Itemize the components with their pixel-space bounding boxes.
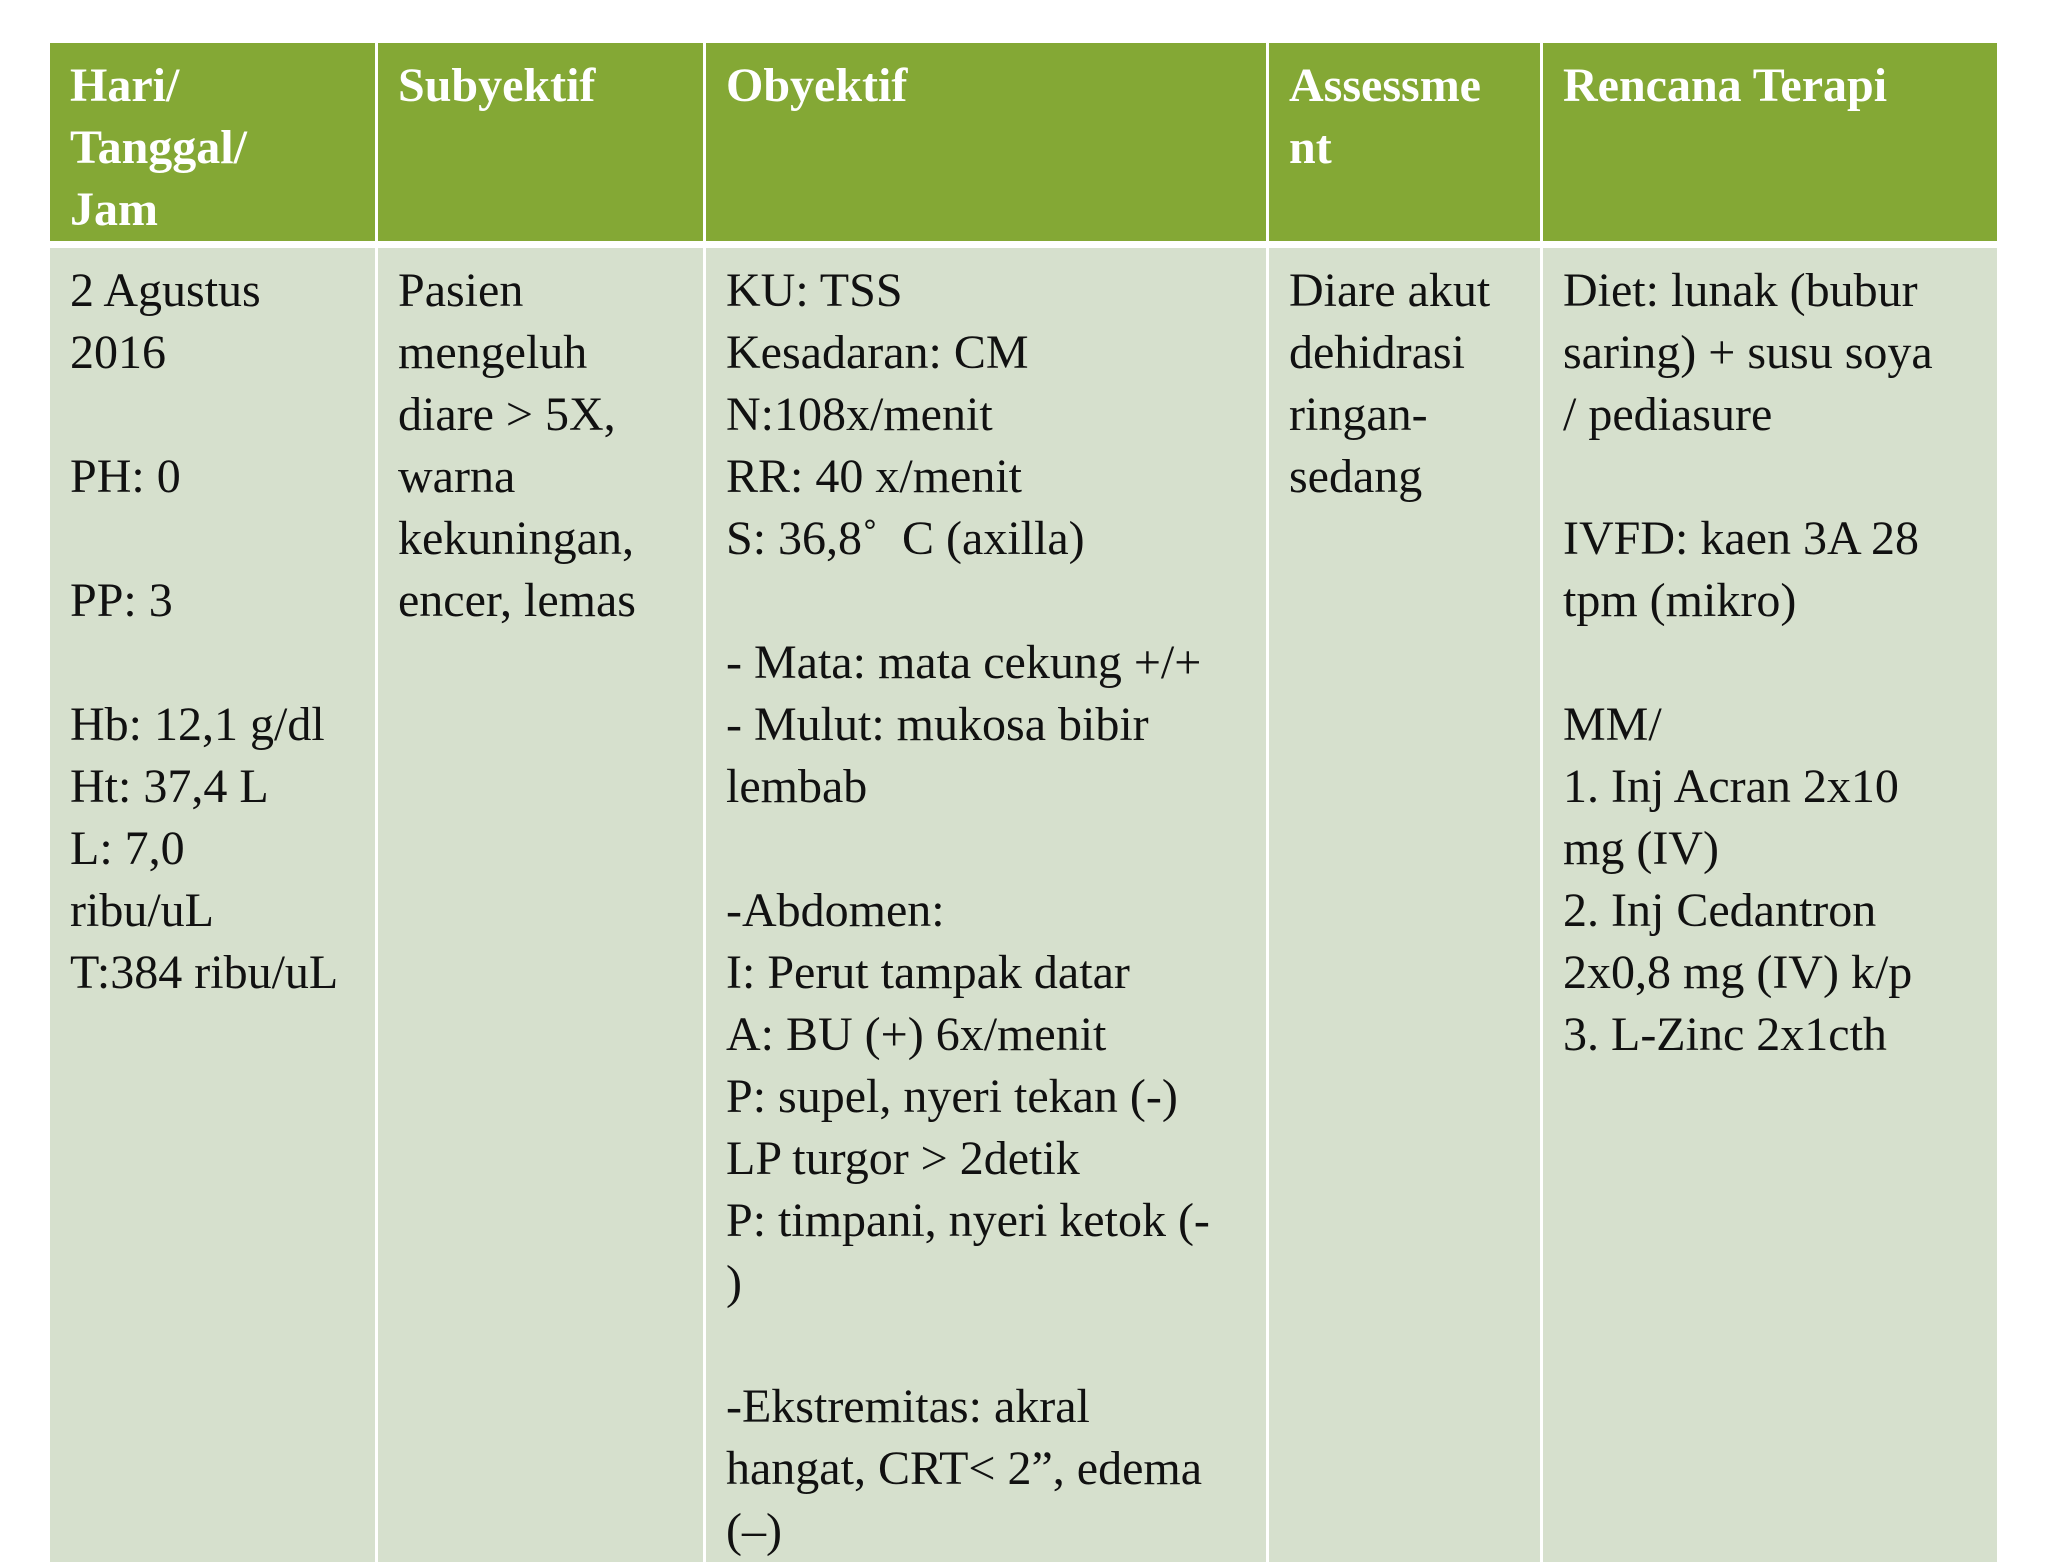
header-date-time: Hari/ Tanggal/ Jam xyxy=(50,43,378,248)
header-therapy-plan: Rencana Terapi xyxy=(1543,43,1997,248)
cell-assessment: Diare akut dehidrasi ringan- sedang xyxy=(1269,248,1543,1562)
cell-objective: KU: TSS Kesadaran: CM N:108x/menit RR: 40 x/menit S: 36,8˚ C (axilla) - Mata: mata cekung +/+ - Mulut: mukosa bibir lembab -Abdomen: I: Perut tampak datar A: BU (+) 6x/menit P: supel, nyeri tekan (-) LP turgor > 2detik P: timpani, nyeri ketok (- ) -Ekstremitas: akral hangat, CRT< 2”, edema (–) xyxy=(706,248,1269,1562)
soap-table xyxy=(50,43,1997,1562)
cell-therapy-plan: Diet: lunak (bubur saring) + susu soya / pediasure IVFD: kaen 3A 28 tpm (mikro) MM/ 1. Inj Acran 2x10 mg (IV) 2. Inj Cedantron 2x0,8 mg (IV) k/p 3. L-Zinc 2x1cth xyxy=(1543,248,1997,1562)
header-subjective: Subyektif xyxy=(378,43,706,248)
header-assessment: Assessme nt xyxy=(1269,43,1543,248)
cell-date-labs: 2 Agustus 2016 PH: 0 PP: 3 Hb: 12,1 g/dl Ht: 37,4 L L: 7,0 ribu/uL T:384 ribu/uL xyxy=(50,248,378,1562)
cell-subjective: Pasien mengeluh diare > 5X, warna kekuningan, encer, lemas xyxy=(378,248,706,1562)
header-objective: Obyektif xyxy=(706,43,1269,248)
header-row xyxy=(50,43,1997,248)
table-row xyxy=(50,248,1997,1562)
